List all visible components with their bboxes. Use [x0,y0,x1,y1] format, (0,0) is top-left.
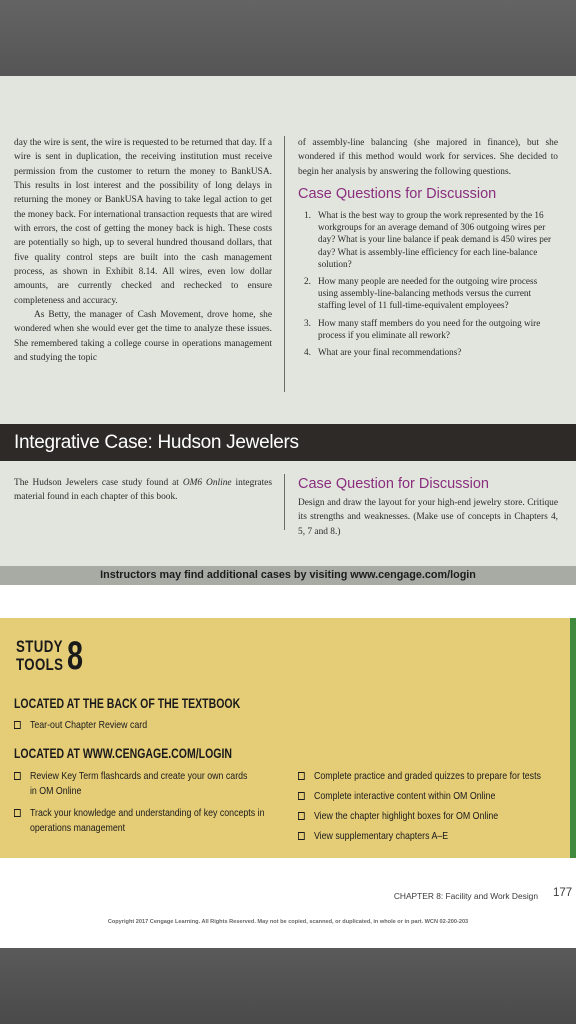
checkbox-icon[interactable] [14,772,21,780]
tools-word: TOOLS [16,655,64,674]
chapter-number: 8 [67,634,84,678]
checklist-item-label: Complete practice and graded quizzes to prepare for tests [313,770,541,782]
case-question-text: Design and draw the layout for your high-end jewelry store. Critique its strengths and weaknesses. (Make use of concepts in Chapters 4, 5, 7 and 8.) [298,498,558,537]
question-item [298,209,558,270]
case-questions-heading: Case Questions for Discussion [298,186,497,203]
paragraph-2: As Betty, the manager of Cash Movement, drove home, she wondered when she would ever get the time to analyze these issues. She remembered taking a college course in operations management and studying the topic [14,310,272,364]
description-start: The Hudson Jewelers case study found at [14,478,183,488]
column-divider [284,474,285,530]
left-text-column [14,136,272,366]
question-number: 4. [304,347,311,358]
footer-chapter-label: CHAPTER 8: Facility and Work Design [393,891,538,901]
study-word: STUDY [16,637,63,656]
checklist-item-label: Complete interactive content within OM Online [313,790,496,802]
case-section [0,76,576,566]
question-text: What are your final recommendations? [318,347,462,358]
question-number: 3. [304,317,311,328]
checklist-item-label: Review Key Term flashcards and create your own cards in OM Online [29,770,248,797]
green-edge-strip [570,618,576,858]
checklist-item [298,809,558,824]
top-bezel [0,0,576,76]
back-of-textbook-heading: LOCATED AT THE BACK OF THE TEXTBOOK [14,696,241,711]
question-text: How many staff members do you need for the outgoing wire process if you eliminate all rework? [318,317,541,340]
checklist-item-label: Track your knowledge and understanding of key concepts in operations management [29,807,265,834]
checklist-item [298,769,558,784]
intro-paragraph: of assembly-line balancing (she majored in finance), but she wondered if this method would work for services. She decided to begin her analysis by answering the following questions. [298,138,558,177]
om6-online-reference: OM6 Online [182,478,232,488]
checklist-item [14,769,249,799]
integrative-case-description [14,476,272,505]
case-question-heading: Case Question for Discussion [298,476,489,492]
checkbox-icon[interactable] [298,832,305,840]
checklist-item-label: Tear-out Chapter Review card [29,719,148,731]
study-tools-logo [16,634,106,678]
case-questions-list [298,209,558,358]
textbook-page[interactable] [0,76,576,948]
instructors-note-bar: Instructors may find additional cases by visiting www.cengage.com/login [0,566,576,585]
question-item [298,346,558,358]
cengage-login-heading: LOCATED AT WWW.CENGAGE.COM/LOGIN [14,746,232,761]
question-number: 2. [304,276,311,287]
bottom-bezel [0,948,576,1024]
question-text: How many people are needed for the outgoing wire process using assembly-line-balancing methods versus the current staffing level of 11 full-time-equivalent employees? [318,276,538,311]
checkbox-icon[interactable] [14,809,21,817]
checklist-item-label: View supplementary chapters A–E [313,830,449,842]
checkbox-icon[interactable] [14,721,21,729]
study-tools-box [0,618,570,858]
checkbox-icon[interactable] [298,792,305,800]
description-end: integrates material found in each chapter of this book. [14,478,272,503]
copyright-notice: Copyright 2017 Cengage Learning. All Rights Reserved. May not be copied, scanned, or duplicated, in whole or in part. WCN 02-200-203 [107,919,469,925]
question-number: 1. [304,210,311,221]
checkbox-icon[interactable] [298,772,305,780]
question-item [298,275,558,312]
right-text-column [298,136,558,363]
paragraph-1: day the wire is sent, the wire is requested to be returned that day. If a wire is sent in duplication, the receiving institution must receive permission from the customer to return the money to BankUSA. This results in lost interest and the possibility of long delays in returning the money or BankUSA having to take legal action to get the money back. For international transaction requests that are wired with errors, the cost of getting the money back is high. These costs are potentially so high, up to several hundred thousand dollars, that five quality control steps are built into the cash management process, as shown in Exhibit 8.14. All wires, even low dollar amounts, are currently checked and rechecked to ensure completeness and accuracy. [14,138,272,306]
checkbox-icon[interactable] [298,812,305,820]
checklist-item-label: View the chapter highlight boxes for OM Online [313,810,499,822]
question-item [298,317,558,341]
question-text: What is the best way to group the work represented by the 16 workgroups for an average demand of 306 outgoing wires per day? What is your line balance if peak demand is 450 wires per day? What is assembly-line efficiency for each line-balance solution? [318,210,552,269]
checklist-item [14,718,232,733]
integrative-case-banner: Integrative Case: Hudson Jewelers [0,424,576,461]
column-divider [284,136,285,392]
checklist-item [298,829,558,844]
checklist-item [14,806,266,836]
checklist-item [298,789,558,804]
integrative-question-block [298,476,558,539]
page-number: 177 [553,887,573,899]
